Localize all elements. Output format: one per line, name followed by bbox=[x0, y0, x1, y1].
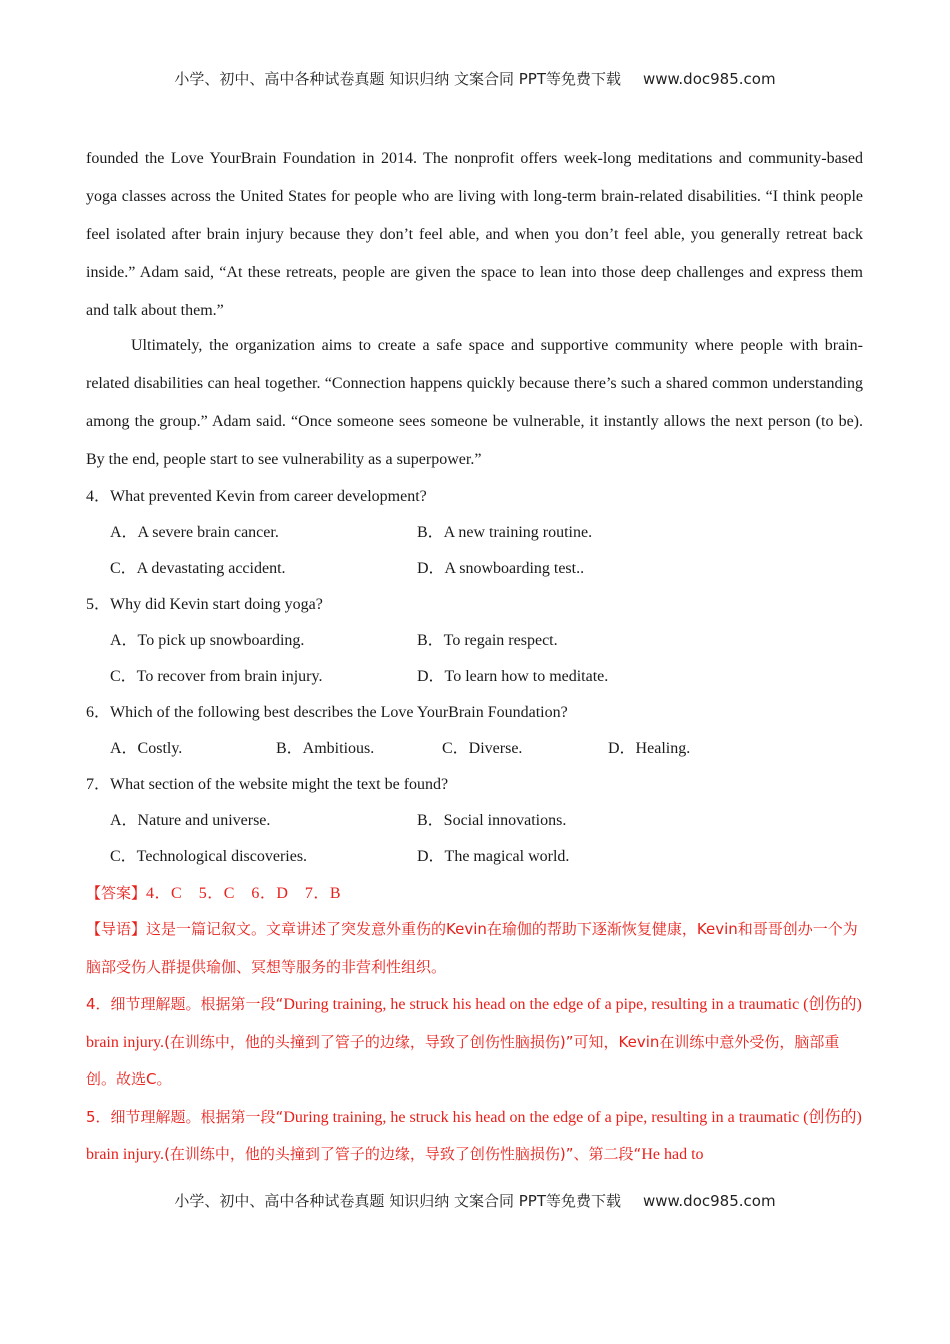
document-body bbox=[86, 140, 863, 1174]
option-row bbox=[86, 659, 863, 695]
question-7 bbox=[86, 767, 863, 875]
explanation-lead: 4．细节理解题。根据第一段“ bbox=[86, 995, 284, 1013]
footer-url[interactable]: www.doc985.com bbox=[642, 1192, 776, 1210]
option-a: A．A severe brain cancer. bbox=[110, 524, 279, 541]
option-a: A．Costly. bbox=[110, 740, 183, 757]
option-d: D．The magical world. bbox=[417, 848, 570, 865]
option-c: C．Technological discoveries. bbox=[110, 848, 308, 865]
explanation-quote: During training, he struck his head on the edge of a pipe, resulting in a traumatic (创伤的) brain injury. bbox=[86, 996, 862, 1051]
explanation-mid: (在训练中，他的头撞到了管子的边缘，导致了创伤性脑损伤)”、第二段“ bbox=[164, 1145, 642, 1163]
option-a: A．Nature and universe. bbox=[110, 812, 271, 829]
option-c: C．A devastating accident. bbox=[110, 560, 286, 577]
answer-value: 4．C 5．C 6．D 7．B bbox=[146, 885, 342, 902]
option-b: B．Social innovations. bbox=[417, 812, 567, 829]
option-row bbox=[86, 551, 863, 587]
option-c: C．Diverse. bbox=[442, 740, 523, 757]
option-b: B．A new training routine. bbox=[417, 524, 593, 541]
explanation-tail: (在训练中，他的头撞到了管子的边缘，导致了创伤性脑损伤)”可知，Kevin在训练中意外受伤，脑部重创。故选C。 bbox=[86, 1032, 840, 1088]
explanation-5 bbox=[86, 1099, 863, 1174]
option-d: D．To learn how to meditate. bbox=[417, 668, 609, 685]
option-b: B．Ambitious. bbox=[276, 740, 375, 757]
page-footer bbox=[0, 1190, 950, 1211]
explanation-quote: During training, he struck his head on the edge of a pipe, resulting in a traumatic (创伤的) brain injury. bbox=[86, 1108, 862, 1163]
option-row bbox=[86, 623, 863, 659]
option-b: B．To regain respect. bbox=[417, 632, 558, 649]
header-text: 小学、初中、高中各种试卷真题 知识归纳 文案合同 PPT等免费下载 bbox=[174, 70, 621, 88]
question-stem: 4．What prevented Kevin from career development? bbox=[86, 488, 427, 505]
option-a: A．To pick up snowboarding. bbox=[110, 632, 305, 649]
question-stem: 6．Which of the following best describes the Love YourBrain Foundation? bbox=[86, 704, 568, 721]
passage-paragraph-1: founded the Love YourBrain Foundation in 2014. The nonprofit offers week-long meditations and community-based yoga classes across the United States for people who are living with long-term brain-related disabilities. “I think people feel isolated after brain injury because they don’t feel able, and when you don’t feel able, you generally retreat back inside.” Adam said, “At these retreats, people are given the space to lean into those deep challenges and express them and talk about them.” bbox=[86, 150, 863, 319]
explanation-tail: He had to bbox=[641, 1146, 704, 1163]
question-stem: 7．What section of the website might the text be found? bbox=[86, 776, 449, 793]
question-4 bbox=[86, 479, 863, 587]
option-d: D．Healing. bbox=[608, 740, 691, 757]
option-row bbox=[86, 839, 863, 875]
guide-label: 【导语】 bbox=[86, 920, 147, 938]
guide-paragraph bbox=[86, 911, 863, 986]
option-row bbox=[86, 803, 863, 839]
question-5 bbox=[86, 587, 863, 695]
option-d: D．A snowboarding test.. bbox=[417, 560, 585, 577]
answer-label: 【答案】 bbox=[86, 884, 147, 902]
answer-key bbox=[86, 875, 863, 911]
header-url[interactable]: www.doc985.com bbox=[642, 70, 776, 88]
footer-text: 小学、初中、高中各种试卷真题 知识归纳 文案合同 PPT等免费下载 bbox=[174, 1192, 621, 1210]
question-6 bbox=[86, 695, 863, 767]
guide-text: 这是一篇记叙文。文章讲述了突发意外重伤的Kevin在瑜伽的帮助下逐渐恢复健康，Kevin和哥哥创办一个为脑部受伤人群提供瑜伽、冥想等服务的非营利性组织。 bbox=[86, 920, 858, 976]
explanation-lead: 5．细节理解题。根据第一段“ bbox=[86, 1107, 284, 1126]
option-row bbox=[86, 731, 863, 767]
passage-paragraph-2: Ultimately, the organization aims to create a safe space and supportive community where people with brain-related disabilities can heal together. “Connection happens quickly because there’s such a shared common understanding among the group.” Adam said. “Once someone sees someone be vulnerable, it instantly allows the next person (to be). By the end, people start to see vulnerability as a superpower.” bbox=[86, 337, 863, 468]
page-header bbox=[0, 68, 950, 89]
explanation-4 bbox=[86, 986, 863, 1099]
option-c: C．To recover from brain injury. bbox=[110, 668, 323, 685]
option-row bbox=[86, 515, 863, 551]
question-stem: 5．Why did Kevin start doing yoga? bbox=[86, 596, 323, 613]
